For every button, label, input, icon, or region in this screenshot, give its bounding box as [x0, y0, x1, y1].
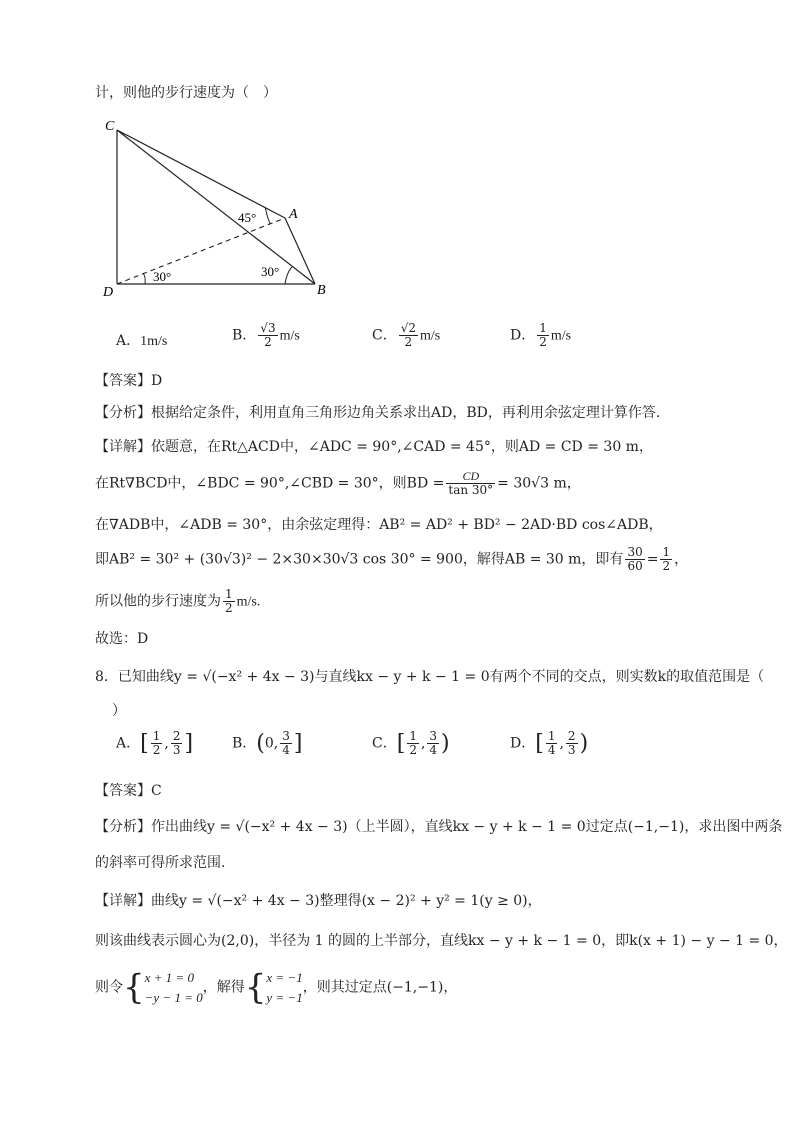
q7-answer: 【答案】D: [95, 373, 163, 389]
triangle-figure: [95, 110, 345, 305]
segment-da-dashed: [117, 218, 285, 284]
angle-45-label: 45°: [238, 210, 257, 225]
segment-cb: [117, 130, 315, 284]
q8-stem-line2: ）: [112, 703, 126, 719]
angle-arc-b: [285, 267, 292, 284]
angle-30-b-label: 30°: [261, 264, 280, 279]
angle-30-d-label: 30°: [153, 269, 172, 284]
q7-option-a: A．1m/s: [116, 333, 168, 349]
label-b: B: [317, 283, 326, 298]
q8-option-d: D．[ $\frac{1}{4}$ , $\frac{2}{3}$ ): [510, 729, 589, 758]
q7-option-d: D． $\frac{1}{2}$ m/s: [510, 321, 572, 350]
label-a: A: [289, 207, 298, 222]
q8-answer: 【答案】C: [95, 783, 162, 799]
q7-analysis: 【分析】根据给定条件，利用直角三角形边角关系求出AD，BD，再利用余弦定理计算作答.: [95, 405, 661, 421]
q8-detail-line1: 【详解】曲线y = √(−x² + 4x − 3)整理得(x − 2)² + y² = 1(y ≥ 0)，: [95, 893, 542, 909]
q7-detail-line5: 所以他的步行速度为 $\frac{1}{2}$ m/s.: [95, 587, 261, 616]
q8-analysis-line1: 【分析】作出曲线y = √(−x² + 4x − 3)（上半圆），直线kx − y + k − 1 = 0过定点(−1,−1)，求出图中两条: [95, 819, 783, 835]
q7-detail-line2: 在Rt∇BCD中，∠BDC = 90°,∠CBD = 30°，则BD = $\frac{CD}{\tan 30^\circ}$ = 30√3 m，: [95, 469, 581, 498]
q7-detail-line3: 在∇ADB中，∠ADB = 30°，由余弦定理得：AB² = AD² + BD² − 2AD·BD cos∠ADB，: [95, 517, 663, 533]
angle-arc-d: [143, 273, 145, 284]
q8-analysis-line2: 的斜率可得所求范围.: [95, 855, 226, 871]
segment-ab: [285, 218, 315, 284]
q7-option-c: C． $\frac{√2}{2}$ m/s: [372, 321, 441, 350]
q7-option-b: B． $\frac{√3}{2}$ m/s: [232, 321, 300, 350]
q8-stem-line1: 8．已知曲线y = √(−x² + 4x − 3)与直线kx − y + k − 1 = 0有两个不同的交点，则实数k的取值范围是（: [95, 669, 765, 685]
q7-detail-line1: 【详解】依题意，在Rt△ACD中，∠ADC = 90°,∠CAD = 45°，则AD = CD = 30 m，: [95, 439, 653, 455]
segment-ca: [117, 130, 285, 218]
q8-option-a: A．[ $\frac{1}{2}$ , $\frac{2}{3}$ ]: [116, 729, 194, 758]
q8-detail-line2: 则该曲线表示圆心为(2,0)，半径为 1 的圆的上半部分，直线kx − y + k − 1 = 0，即k(x + 1) − y − 1 = 0，: [95, 933, 788, 949]
q8-option-b: B．(0, $\frac{3}{4}$ ]: [232, 729, 303, 758]
q7-detail-line6: 故选：D: [95, 631, 149, 647]
q7-detail-line4: 即AB² = 30² + (30√3)² − 2×30×30√3 cos 30° = 900，解得AB = 30 m，即有 $\frac{30}{60}$ = $\frac{1}{2}$ ，: [95, 545, 689, 574]
label-d: D: [103, 285, 114, 300]
q7-stem-tail: 计，则他的步行速度为（ ）: [95, 85, 277, 101]
label-c: C: [105, 119, 115, 134]
q8-option-c: C．[ $\frac{1}{2}$ , $\frac{3}{4}$ ): [372, 729, 450, 758]
q8-detail-line3: 则令{ x + 1 = 0 −y − 1 = 0 ，解得{ x = −1 y = −1 ，则其过定点(−1,−1)，: [95, 967, 458, 1008]
